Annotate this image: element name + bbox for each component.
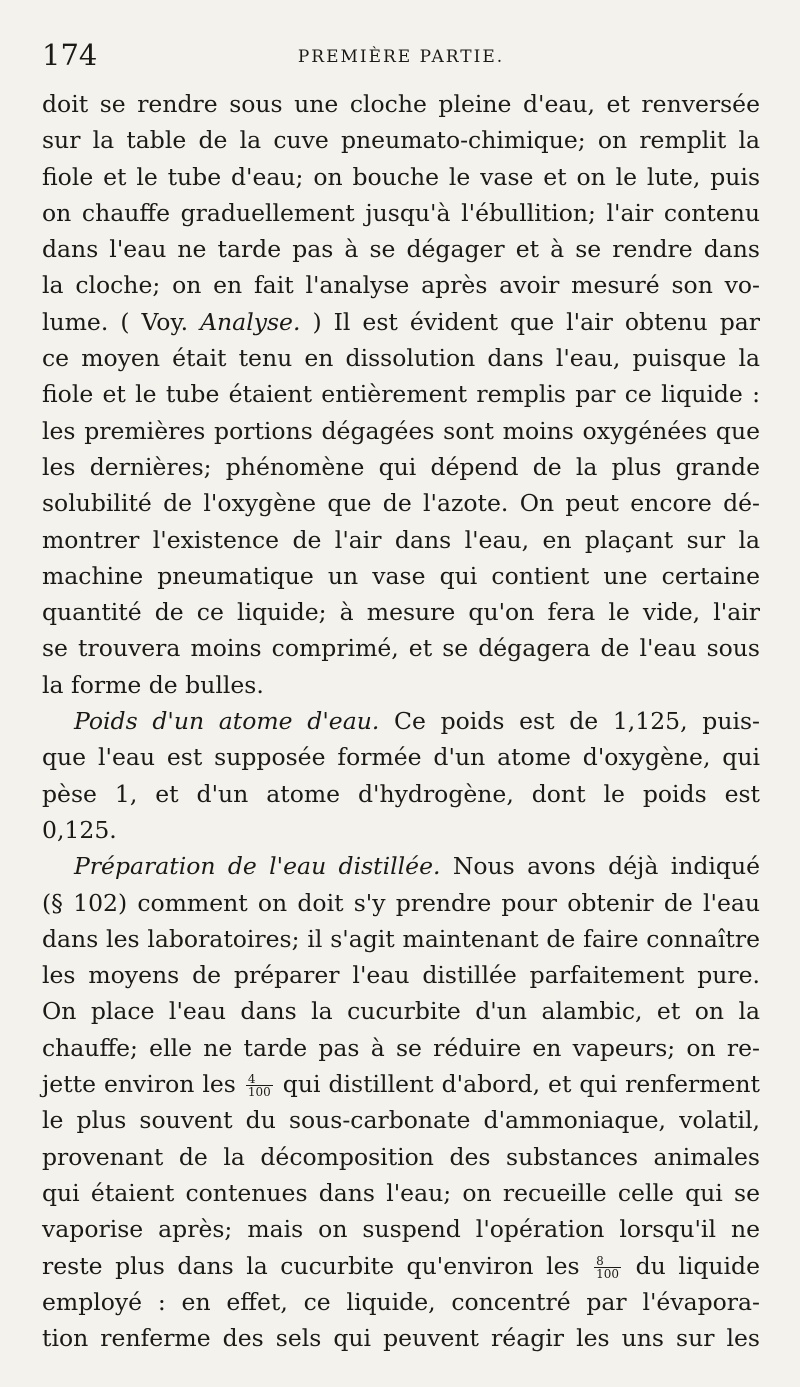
fraction-denominator: 100 (596, 1266, 620, 1281)
text-line: les dernières; phénomène qui dépend de la plus grande (42, 452, 760, 481)
body-text (42, 86, 760, 1356)
fraction-denominator: 100 (247, 1085, 271, 1100)
text-line: vaporise après; mais on suspend l'opération lorsqu'il ne (42, 1215, 760, 1244)
text-line: (§ 102) comment on doit s'y prendre pour obtenir de l'eau (42, 888, 760, 917)
text-line (42, 667, 760, 703)
text-line: fiole et le tube étaient entièrement remplis par ce liquide : (42, 380, 760, 409)
text-line: la cloche; on en fait l'analyse après avoir mesuré son vo- (42, 271, 760, 300)
text-line: montrer l'existence de l'air dans l'eau, en plaçant sur la (42, 525, 760, 554)
text-line (42, 1248, 760, 1284)
text-line: chauffe; elle ne tarde pas à se réduire en vapeurs; on re- (42, 1033, 760, 1062)
text-line: le plus souvent du sous-carbonate d'ammoniaque, volatil, (42, 1106, 760, 1135)
text-line (42, 848, 760, 884)
fraction-numerator: 8 (594, 1255, 621, 1268)
text-line: ce moyen était tenu en dissolution dans l'eau, puisque la (42, 344, 760, 373)
text-line: solubilité de l'oxygène que de l'azote. On peut encore dé- (42, 489, 760, 518)
line-text: 0,125. (42, 815, 117, 844)
line-text: la forme de bulles. (42, 670, 264, 699)
line-text: jette environ les (42, 1070, 244, 1099)
line-text: reste plus dans la cucurbite qu'environ les (42, 1251, 593, 1280)
text-line: qui étaient contenues dans l'eau; on recueille celle qui se (42, 1178, 760, 1207)
line-text: Ce poids est de 1,125, puis- (379, 707, 760, 736)
text-line (42, 703, 760, 739)
text-line: employé : en effet, ce liquide, concentré par l'évapora- (42, 1287, 760, 1316)
text-line: machine pneumatique un vase qui contient une certaine (42, 561, 760, 590)
text-line: que l'eau est supposée formée d'un atome d'oxygène, qui (42, 743, 760, 772)
text-line: fiole et le tube d'eau; on bouche le vase et on le lute, puis (42, 162, 760, 191)
text-line: on chauffe graduellement jusqu'à l'ébullition; l'air contenu (42, 198, 760, 227)
text-line: pèse 1, et d'un atome d'hydrogène, dont le poids est (42, 779, 760, 808)
text-line: dans l'eau ne tarde pas à se dégager et à se rendre dans (42, 235, 760, 264)
text-line: les moyens de préparer l'eau distillée parfaitement pure. (42, 961, 760, 990)
text-line: se trouvera moins comprimé, et se dégagera de l'eau sous (42, 634, 760, 663)
page-header (42, 38, 760, 78)
line-text: ) Il est évident que l'air obtenu par (300, 307, 760, 336)
italic-term: Poids d'un atome d'eau. (74, 707, 380, 736)
fraction (594, 1255, 621, 1280)
text-line: doit se rendre sous une cloche pleine d'eau, et renversée (42, 90, 760, 118)
text-line: sur la table de la cuve pneumato-chimique; on remplit la (42, 126, 760, 155)
text-line (42, 1066, 760, 1102)
italic-term: Préparation de l'eau distillée. (74, 852, 441, 881)
text-line: tion renferme des sels qui peuvent réagir les uns sur les (42, 1324, 760, 1353)
text-line: provenant de la décomposition des substances animales (42, 1142, 760, 1171)
text-line (42, 812, 760, 848)
page-number: 174 (42, 38, 98, 72)
text-line: On place l'eau dans la cucurbite d'un alambic, et on la (42, 997, 760, 1026)
line-text: qui distillent d'abord, et qui renferment (274, 1070, 760, 1099)
running-title: PREMIÈRE PARTIE. (297, 47, 505, 67)
text-line (42, 304, 760, 340)
text-line: dans les laboratoires; il s'agit maintenant de faire connaître (42, 924, 760, 953)
line-text: du liquide (623, 1251, 760, 1280)
fraction (246, 1073, 273, 1098)
text-line: les premières portions dégagées sont moins oxygénées que (42, 416, 760, 445)
line-text: Nous avons déjà indiqué (440, 852, 760, 881)
italic-term: Analyse. (200, 307, 301, 336)
line-text: lume. ( Voy. (42, 307, 201, 336)
text-line: quantité de ce liquide; à mesure qu'on fera le vide, l'air (42, 598, 760, 627)
fraction-numerator: 4 (246, 1073, 273, 1086)
